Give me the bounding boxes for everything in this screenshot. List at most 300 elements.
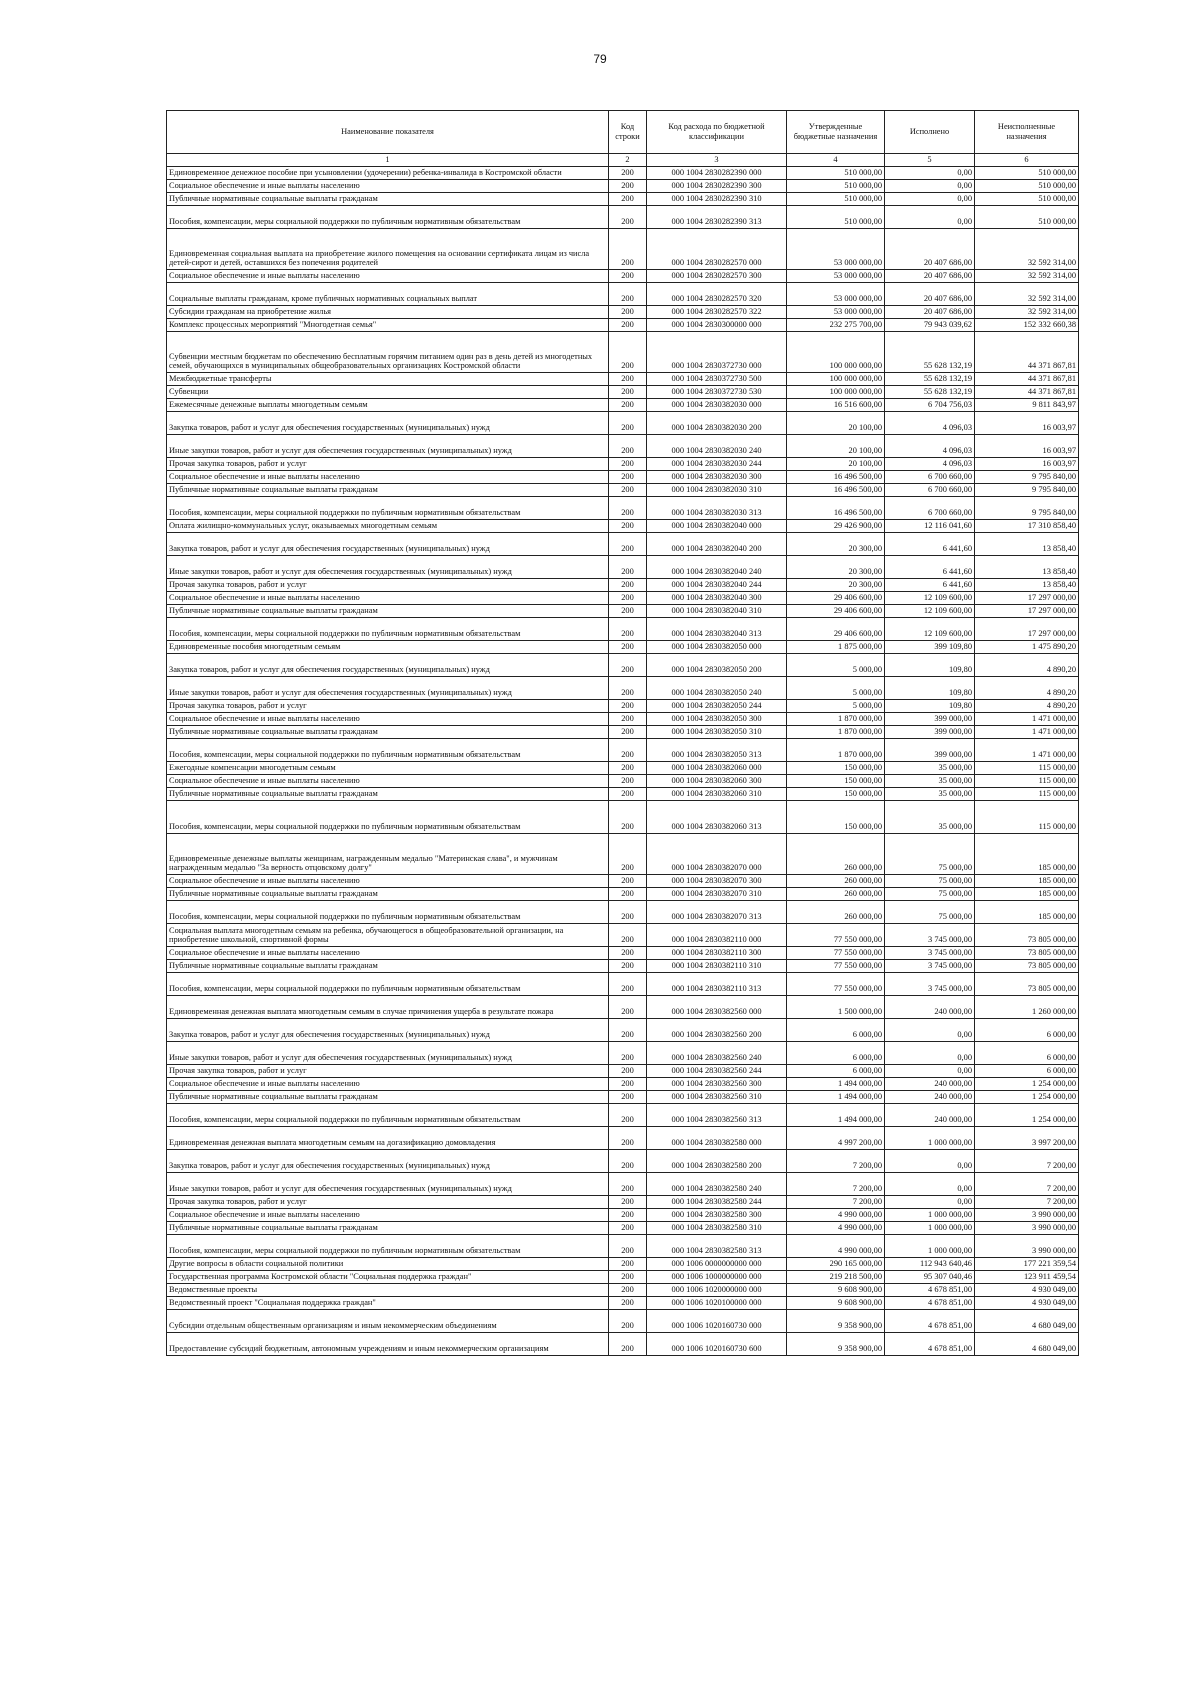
row-line-code: 200 [609, 399, 647, 412]
table-body [167, 154, 1079, 1356]
row-approved: 1 875 000,00 [787, 641, 885, 654]
row-unexecuted: 6 000,00 [975, 1065, 1079, 1078]
header-line-code: Код строки [609, 111, 647, 154]
row-executed: 109,80 [885, 677, 975, 700]
table-row [167, 1235, 1079, 1258]
row-executed: 4 096,03 [885, 458, 975, 471]
table-row [167, 471, 1079, 484]
row-name: Социальное обеспечение и иные выплаты населению [167, 1209, 609, 1222]
row-line-code: 200 [609, 1333, 647, 1356]
row-approved: 7 200,00 [787, 1196, 885, 1209]
row-name: Пособия, компенсации, меры социальной поддержки по публичным нормативным обязательствам [167, 1104, 609, 1127]
row-name: Публичные нормативные социальные выплаты гражданам [167, 888, 609, 901]
row-line-code: 200 [609, 180, 647, 193]
row-name: Прочая закупка товаров, работ и услуг [167, 458, 609, 471]
row-unexecuted: 32 592 314,00 [975, 270, 1079, 283]
table-row [167, 726, 1079, 739]
row-unexecuted: 16 003,97 [975, 458, 1079, 471]
row-line-code: 200 [609, 306, 647, 319]
row-approved: 100 000 000,00 [787, 373, 885, 386]
row-unexecuted: 17 297 000,00 [975, 605, 1079, 618]
row-name: Социальное обеспечение и иные выплаты населению [167, 180, 609, 193]
header-budget-code: Код расхода по бюджетной классификации [647, 111, 787, 154]
row-executed: 12 109 600,00 [885, 592, 975, 605]
row-executed: 0,00 [885, 193, 975, 206]
table-row [167, 373, 1079, 386]
row-unexecuted: 115 000,00 [975, 801, 1079, 834]
row-name: Закупка товаров, работ и услуг для обеспечения государственных (муниципальных) нужд [167, 1150, 609, 1173]
table-row [167, 579, 1079, 592]
row-unexecuted: 3 997 200,00 [975, 1127, 1079, 1150]
row-executed: 12 109 600,00 [885, 618, 975, 641]
row-line-code: 200 [609, 654, 647, 677]
row-unexecuted: 4 930 049,00 [975, 1297, 1079, 1310]
row-budget-code: 000 1006 1000000000 000 [647, 1271, 787, 1284]
row-line-code: 200 [609, 484, 647, 497]
row-line-code: 200 [609, 1091, 647, 1104]
row-approved: 510 000,00 [787, 180, 885, 193]
row-budget-code: 000 1004 2830382580 000 [647, 1127, 787, 1150]
row-budget-code: 000 1004 2830372730 000 [647, 332, 787, 373]
row-line-code: 200 [609, 901, 647, 924]
row-unexecuted: 6 000,00 [975, 1019, 1079, 1042]
row-approved: 53 000 000,00 [787, 283, 885, 306]
row-name: Единовременные пособия многодетным семьям [167, 641, 609, 654]
row-budget-code: 000 1004 2830382040 200 [647, 533, 787, 556]
row-approved: 1 494 000,00 [787, 1078, 885, 1091]
row-unexecuted: 510 000,00 [975, 193, 1079, 206]
row-budget-code: 000 1004 2830382580 300 [647, 1209, 787, 1222]
row-unexecuted: 510 000,00 [975, 180, 1079, 193]
row-executed: 4 678 851,00 [885, 1333, 975, 1356]
row-line-code: 200 [609, 229, 647, 270]
row-budget-code: 000 1004 2830382050 300 [647, 713, 787, 726]
row-budget-code: 000 1004 2830382050 200 [647, 654, 787, 677]
table-row [167, 435, 1079, 458]
row-line-code: 200 [609, 960, 647, 973]
row-unexecuted: 1 254 000,00 [975, 1078, 1079, 1091]
row-name: Межбюджетные трансферты [167, 373, 609, 386]
table-row [167, 875, 1079, 888]
row-name: Иные закупки товаров, работ и услуг для обеспечения государственных (муниципальных) нужд [167, 556, 609, 579]
row-budget-code: 000 1004 2830282390 310 [647, 193, 787, 206]
row-approved: 510 000,00 [787, 167, 885, 180]
row-budget-code: 000 1004 2830382050 313 [647, 739, 787, 762]
row-executed: 6 704 756,03 [885, 399, 975, 412]
row-budget-code: 000 1004 2830382560 244 [647, 1065, 787, 1078]
row-line-code: 200 [609, 618, 647, 641]
header-indicator-name: Наименование показателя [167, 111, 609, 154]
row-unexecuted: 3 990 000,00 [975, 1222, 1079, 1235]
row-name: Публичные нормативные социальные выплаты гражданам [167, 193, 609, 206]
row-approved: 4 990 000,00 [787, 1222, 885, 1235]
row-unexecuted: 1 260 000,00 [975, 996, 1079, 1019]
row-budget-code: 000 1004 2830382070 313 [647, 901, 787, 924]
row-name: Социальное обеспечение и иные выплаты населению [167, 775, 609, 788]
row-budget-code: 000 1006 1020160730 000 [647, 1310, 787, 1333]
row-unexecuted: 4 890,20 [975, 677, 1079, 700]
column-number: 6 [975, 154, 1079, 167]
row-name: Единовременные денежные выплаты женщинам, награжденным медалью "Материнская слава", и мужчинам награжденным медалью "За верность отцовскому долгу" [167, 834, 609, 875]
row-approved: 1 870 000,00 [787, 739, 885, 762]
row-budget-code: 000 1004 2830382580 200 [647, 1150, 787, 1173]
row-unexecuted: 152 332 660,38 [975, 319, 1079, 332]
row-approved: 9 608 900,00 [787, 1284, 885, 1297]
row-name: Ежегодные компенсации многодетным семьям [167, 762, 609, 775]
column-number: 1 [167, 154, 609, 167]
row-executed: 3 745 000,00 [885, 960, 975, 973]
row-budget-code: 000 1004 2830282570 300 [647, 270, 787, 283]
row-budget-code: 000 1004 2830382110 000 [647, 924, 787, 947]
row-line-code: 200 [609, 713, 647, 726]
table-row [167, 484, 1079, 497]
row-line-code: 200 [609, 996, 647, 1019]
table-row [167, 1271, 1079, 1284]
row-unexecuted: 44 371 867,81 [975, 332, 1079, 373]
row-executed: 3 745 000,00 [885, 947, 975, 960]
row-budget-code: 000 1004 2830382560 310 [647, 1091, 787, 1104]
row-unexecuted: 32 592 314,00 [975, 229, 1079, 270]
table-row [167, 556, 1079, 579]
row-line-code: 200 [609, 1310, 647, 1333]
row-line-code: 200 [609, 1173, 647, 1196]
row-approved: 29 406 600,00 [787, 605, 885, 618]
row-name: Государственная программа Костромской области "Социальная поддержка граждан" [167, 1271, 609, 1284]
row-budget-code: 000 1004 2830382110 300 [647, 947, 787, 960]
row-executed: 6 700 660,00 [885, 497, 975, 520]
row-unexecuted: 13 858,40 [975, 579, 1079, 592]
row-approved: 1 494 000,00 [787, 1104, 885, 1127]
table-row [167, 193, 1079, 206]
row-approved: 16 516 600,00 [787, 399, 885, 412]
row-approved: 510 000,00 [787, 206, 885, 229]
row-executed: 75 000,00 [885, 834, 975, 875]
row-approved: 1 500 000,00 [787, 996, 885, 1019]
row-unexecuted: 73 805 000,00 [975, 947, 1079, 960]
table-row [167, 1209, 1079, 1222]
row-unexecuted: 4 890,20 [975, 700, 1079, 713]
table-row [167, 739, 1079, 762]
row-executed: 35 000,00 [885, 788, 975, 801]
table-row [167, 1104, 1079, 1127]
row-name: Иные закупки товаров, работ и услуг для обеспечения государственных (муниципальных) нужд [167, 1042, 609, 1065]
row-line-code: 200 [609, 1235, 647, 1258]
row-approved: 100 000 000,00 [787, 386, 885, 399]
row-executed: 3 745 000,00 [885, 924, 975, 947]
row-unexecuted: 177 221 359,54 [975, 1258, 1079, 1271]
row-unexecuted: 1 471 000,00 [975, 739, 1079, 762]
table-row [167, 1065, 1079, 1078]
row-line-code: 200 [609, 412, 647, 435]
row-name: Публичные нормативные социальные выплаты гражданам [167, 605, 609, 618]
row-budget-code: 000 1004 2830382040 313 [647, 618, 787, 641]
row-name: Иные закупки товаров, работ и услуг для обеспечения государственных (муниципальных) нужд [167, 435, 609, 458]
row-approved: 219 218 500,00 [787, 1271, 885, 1284]
row-approved: 20 100,00 [787, 458, 885, 471]
row-executed: 35 000,00 [885, 775, 975, 788]
row-line-code: 200 [609, 801, 647, 834]
row-executed: 1 000 000,00 [885, 1127, 975, 1150]
row-line-code: 200 [609, 677, 647, 700]
row-name: Закупка товаров, работ и услуг для обеспечения государственных (муниципальных) нужд [167, 654, 609, 677]
row-executed: 6 700 660,00 [885, 484, 975, 497]
table-row [167, 412, 1079, 435]
row-unexecuted: 1 471 000,00 [975, 713, 1079, 726]
row-executed: 20 407 686,00 [885, 283, 975, 306]
row-line-code: 200 [609, 1271, 647, 1284]
row-name: Другие вопросы в области социальной политики [167, 1258, 609, 1271]
row-name: Публичные нормативные социальные выплаты гражданам [167, 484, 609, 497]
row-line-code: 200 [609, 1150, 647, 1173]
table-row [167, 973, 1079, 996]
row-approved: 77 550 000,00 [787, 947, 885, 960]
row-line-code: 200 [609, 700, 647, 713]
row-line-code: 200 [609, 605, 647, 618]
row-executed: 1 000 000,00 [885, 1235, 975, 1258]
column-number: 2 [609, 154, 647, 167]
row-executed: 399 000,00 [885, 726, 975, 739]
row-line-code: 200 [609, 1258, 647, 1271]
budget-execution-table [166, 110, 1079, 1356]
row-name: Социальное обеспечение и иные выплаты населению [167, 713, 609, 726]
row-unexecuted: 9 811 843,97 [975, 399, 1079, 412]
row-line-code: 200 [609, 579, 647, 592]
row-unexecuted: 17 297 000,00 [975, 618, 1079, 641]
row-name: Субсидии отдельным общественным организациям и иным некоммерческим объединениям [167, 1310, 609, 1333]
row-executed: 109,80 [885, 700, 975, 713]
row-name: Пособия, компенсации, меры социальной поддержки по публичным нормативным обязательствам [167, 739, 609, 762]
row-approved: 6 000,00 [787, 1065, 885, 1078]
row-line-code: 200 [609, 947, 647, 960]
row-line-code: 200 [609, 641, 647, 654]
row-line-code: 200 [609, 762, 647, 775]
row-name: Единовременная денежная выплата многодетным семьям на догазификацию домовладения [167, 1127, 609, 1150]
table-row [167, 458, 1079, 471]
row-unexecuted: 44 371 867,81 [975, 373, 1079, 386]
row-name: Публичные нормативные социальные выплаты гражданам [167, 960, 609, 973]
row-executed: 75 000,00 [885, 875, 975, 888]
row-unexecuted: 4 680 049,00 [975, 1333, 1079, 1356]
table-row [167, 677, 1079, 700]
row-budget-code: 000 1004 2830282570 000 [647, 229, 787, 270]
row-unexecuted: 4 680 049,00 [975, 1310, 1079, 1333]
row-budget-code: 000 1004 2830382050 240 [647, 677, 787, 700]
table-row [167, 1297, 1079, 1310]
row-approved: 77 550 000,00 [787, 960, 885, 973]
row-executed: 0,00 [885, 1019, 975, 1042]
row-unexecuted: 7 200,00 [975, 1173, 1079, 1196]
row-name: Иные закупки товаров, работ и услуг для обеспечения государственных (муниципальных) нужд [167, 1173, 609, 1196]
row-approved: 5 000,00 [787, 677, 885, 700]
table-row [167, 180, 1079, 193]
row-line-code: 200 [609, 973, 647, 996]
row-budget-code: 000 1004 2830382030 000 [647, 399, 787, 412]
row-line-code: 200 [609, 167, 647, 180]
row-unexecuted: 73 805 000,00 [975, 973, 1079, 996]
row-budget-code: 000 1004 2830382030 300 [647, 471, 787, 484]
row-executed: 0,00 [885, 167, 975, 180]
row-name: Публичные нормативные социальные выплаты гражданам [167, 1222, 609, 1235]
row-approved: 4 990 000,00 [787, 1209, 885, 1222]
row-budget-code: 000 1004 2830382580 313 [647, 1235, 787, 1258]
row-line-code: 200 [609, 497, 647, 520]
row-budget-code: 000 1004 2830382580 310 [647, 1222, 787, 1235]
table-row [167, 654, 1079, 677]
row-name: Пособия, компенсации, меры социальной поддержки по публичным нормативным обязательствам [167, 618, 609, 641]
row-budget-code: 000 1004 2830382030 240 [647, 435, 787, 458]
row-executed: 0,00 [885, 1065, 975, 1078]
row-line-code: 200 [609, 592, 647, 605]
row-line-code: 200 [609, 1065, 647, 1078]
row-approved: 290 165 000,00 [787, 1258, 885, 1271]
row-approved: 260 000,00 [787, 901, 885, 924]
table-row [167, 762, 1079, 775]
row-budget-code: 000 1004 2830382560 313 [647, 1104, 787, 1127]
row-executed: 55 628 132,19 [885, 386, 975, 399]
table-row [167, 319, 1079, 332]
row-executed: 4 678 851,00 [885, 1310, 975, 1333]
row-unexecuted: 6 000,00 [975, 1042, 1079, 1065]
table-row [167, 960, 1079, 973]
row-name: Пособия, компенсации, меры социальной поддержки по публичным нормативным обязательствам [167, 1235, 609, 1258]
row-approved: 260 000,00 [787, 888, 885, 901]
row-name: Прочая закупка товаров, работ и услуг [167, 1196, 609, 1209]
row-budget-code: 000 1004 2830382040 000 [647, 520, 787, 533]
row-approved: 53 000 000,00 [787, 270, 885, 283]
row-line-code: 200 [609, 875, 647, 888]
column-number: 5 [885, 154, 975, 167]
row-unexecuted: 9 795 840,00 [975, 484, 1079, 497]
table-row [167, 270, 1079, 283]
row-unexecuted: 32 592 314,00 [975, 283, 1079, 306]
table-row [167, 1173, 1079, 1196]
table-row [167, 1333, 1079, 1356]
row-budget-code: 000 1004 2830382560 000 [647, 996, 787, 1019]
row-budget-code: 000 1004 2830372730 500 [647, 373, 787, 386]
row-budget-code: 000 1004 2830382070 310 [647, 888, 787, 901]
table-row [167, 1222, 1079, 1235]
row-line-code: 200 [609, 471, 647, 484]
row-line-code: 200 [609, 283, 647, 306]
row-approved: 53 000 000,00 [787, 229, 885, 270]
row-approved: 9 608 900,00 [787, 1297, 885, 1310]
row-name: Социальное обеспечение и иные выплаты населению [167, 270, 609, 283]
row-budget-code: 000 1004 2830282390 313 [647, 206, 787, 229]
row-budget-code: 000 1004 2830382110 313 [647, 973, 787, 996]
row-name: Единовременная денежная выплата многодетным семьям в случае причинения ущерба в результате пожара [167, 996, 609, 1019]
table-row [167, 386, 1079, 399]
row-budget-code: 000 1004 2830382060 313 [647, 801, 787, 834]
row-executed: 0,00 [885, 1173, 975, 1196]
row-approved: 20 300,00 [787, 533, 885, 556]
row-unexecuted: 4 930 049,00 [975, 1284, 1079, 1297]
table-row [167, 605, 1079, 618]
row-approved: 77 550 000,00 [787, 924, 885, 947]
row-name: Ведомственный проект "Социальная поддержка граждан" [167, 1297, 609, 1310]
row-approved: 20 300,00 [787, 579, 885, 592]
row-executed: 75 000,00 [885, 901, 975, 924]
row-name: Пособия, компенсации, меры социальной поддержки по публичным нормативным обязательствам [167, 973, 609, 996]
table-row [167, 775, 1079, 788]
header-approved: Утвержденные бюджетные назначения [787, 111, 885, 154]
table-row [167, 229, 1079, 270]
row-budget-code: 000 1004 2830382040 240 [647, 556, 787, 579]
row-approved: 6 000,00 [787, 1042, 885, 1065]
table-row [167, 520, 1079, 533]
row-budget-code: 000 1004 2830300000 000 [647, 319, 787, 332]
row-unexecuted: 185 000,00 [975, 888, 1079, 901]
row-budget-code: 000 1004 2830382060 000 [647, 762, 787, 775]
table-row [167, 497, 1079, 520]
table-row [167, 1258, 1079, 1271]
row-unexecuted: 1 254 000,00 [975, 1104, 1079, 1127]
row-name: Субсидии гражданам на приобретение жилья [167, 306, 609, 319]
row-budget-code: 000 1004 2830382030 244 [647, 458, 787, 471]
row-approved: 7 200,00 [787, 1150, 885, 1173]
row-executed: 0,00 [885, 1150, 975, 1173]
column-number: 4 [787, 154, 885, 167]
row-unexecuted: 44 371 867,81 [975, 386, 1079, 399]
row-name: Оплата жилищно-коммунальных услуг, оказываемых многодетным семьям [167, 520, 609, 533]
row-name: Публичные нормативные социальные выплаты гражданам [167, 788, 609, 801]
table-row [167, 1196, 1079, 1209]
row-line-code: 200 [609, 888, 647, 901]
row-name: Социальная выплата многодетным семьям на ребенка, обучающегося в общеобразовательной организации, на приобретение школьной, спортивной формы [167, 924, 609, 947]
table-row [167, 713, 1079, 726]
row-executed: 75 000,00 [885, 888, 975, 901]
row-line-code: 200 [609, 1019, 647, 1042]
row-executed: 240 000,00 [885, 1078, 975, 1091]
row-unexecuted: 13 858,40 [975, 533, 1079, 556]
row-executed: 35 000,00 [885, 801, 975, 834]
row-budget-code: 000 1004 2830382110 310 [647, 960, 787, 973]
row-approved: 232 275 700,00 [787, 319, 885, 332]
table-row [167, 1310, 1079, 1333]
row-unexecuted: 185 000,00 [975, 901, 1079, 924]
row-budget-code: 000 1004 2830382560 300 [647, 1078, 787, 1091]
row-budget-code: 000 1004 2830382050 000 [647, 641, 787, 654]
table-row [167, 924, 1079, 947]
table-row [167, 1019, 1079, 1042]
row-name: Субвенции местным бюджетам по обеспечению бесплатным горячим питанием один раз в день детей из многодетных семей, обучающихся в муниципальных общеобразовательных организациях Костромской области [167, 332, 609, 373]
row-executed: 240 000,00 [885, 996, 975, 1019]
row-name: Комплекс процессных мероприятий "Многодетная семья" [167, 319, 609, 332]
row-executed: 1 000 000,00 [885, 1209, 975, 1222]
row-approved: 16 496 500,00 [787, 497, 885, 520]
row-name: Ведомственные проекты [167, 1284, 609, 1297]
table-row [167, 801, 1079, 834]
table-row [167, 206, 1079, 229]
table-row [167, 1042, 1079, 1065]
row-executed: 35 000,00 [885, 762, 975, 775]
row-line-code: 200 [609, 1284, 647, 1297]
row-budget-code: 000 1004 2830382050 244 [647, 700, 787, 713]
table-row [167, 167, 1079, 180]
row-budget-code: 000 1004 2830382030 313 [647, 497, 787, 520]
row-unexecuted: 73 805 000,00 [975, 924, 1079, 947]
table-row [167, 283, 1079, 306]
row-approved: 7 200,00 [787, 1173, 885, 1196]
row-line-code: 200 [609, 1297, 647, 1310]
row-line-code: 200 [609, 270, 647, 283]
row-name: Закупка товаров, работ и услуг для обеспечения государственных (муниципальных) нужд [167, 412, 609, 435]
row-unexecuted: 13 858,40 [975, 556, 1079, 579]
table-row [167, 947, 1079, 960]
table-row [167, 1284, 1079, 1297]
row-line-code: 200 [609, 1209, 647, 1222]
row-line-code: 200 [609, 458, 647, 471]
row-unexecuted: 1 471 000,00 [975, 726, 1079, 739]
